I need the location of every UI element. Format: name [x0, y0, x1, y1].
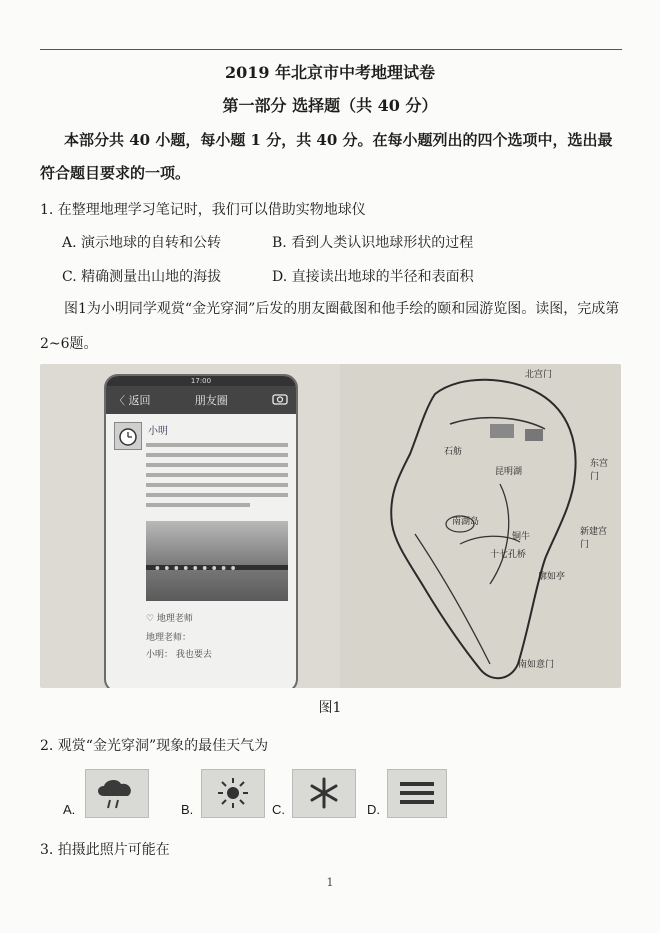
question-2-option-a: A.	[63, 802, 76, 817]
question-1-stem: 1. 在整理地理学习笔记时，我们可以借助实物地球仪	[40, 202, 366, 218]
phone-status-bar	[106, 376, 296, 386]
phone-post	[106, 414, 296, 668]
map-label-bridge: 十七孔桥	[490, 550, 527, 560]
phone-back-label: 〈 返回	[114, 394, 151, 407]
question-1-option-a: A. 演示地球的自转和公转	[62, 235, 222, 251]
phone-screenshot	[104, 374, 298, 688]
question-1-option-d: D. 直接读出地球的半径和表面积	[272, 269, 474, 285]
summer-palace-map	[340, 364, 621, 688]
page-number: 1	[326, 876, 334, 889]
figure-caption: 图1	[318, 700, 342, 716]
phone-post-user: 小明	[148, 426, 168, 437]
phone-post-text-blur	[114, 443, 288, 507]
section-instructions: 本部分共 40 小题，每小题 1 分，共 40 分。在每小题列出的四个选项中，选出最符合题目要求的一项。	[40, 131, 613, 182]
clock-avatar-icon	[114, 422, 142, 450]
header-rule	[40, 49, 622, 50]
phone-post-photo	[146, 521, 288, 601]
rain-cloud-icon	[85, 769, 149, 818]
map-label-east-gate: 东宫门	[590, 459, 609, 482]
map-label-nanhu: 南湖岛	[452, 517, 480, 527]
snowflake-icon	[292, 769, 356, 818]
map-label-kuoru: 廓如亭	[538, 572, 566, 582]
fog-icon	[387, 769, 447, 818]
phone-comment-1: 地理老师：	[146, 633, 192, 643]
question-1-option-b: B. 看到人类认识地球形状的过程	[272, 235, 474, 251]
passage-text: 图1为小明同学观赏“金光穿洞”后发的朋友圈截图和他手绘的颐和园游览图。读图，完成第2~6题。	[40, 301, 620, 352]
question-3-stem: 3. 拍摄此照片可能在	[40, 842, 170, 858]
camera-icon	[272, 393, 288, 408]
section-heading: 第一部分 选择题（共 40 分）	[222, 96, 438, 115]
map-label-south-gate: 南如意门	[518, 660, 555, 670]
phone-title: 朋友圈	[194, 394, 228, 407]
question-2-option-d: D.	[367, 802, 380, 817]
map-label-north-gate: 北宫门	[525, 370, 553, 380]
phone-comment-2: 小明： 我也要去	[146, 650, 212, 660]
phone-nav-bar	[106, 386, 296, 414]
phone-like: ♡ 地理老师	[146, 614, 193, 624]
figure-1	[40, 364, 621, 688]
question-2-stem: 2. 观赏“金光穿洞”现象的最佳天气为	[40, 738, 269, 754]
question-1-option-c: C. 精确测量出山地的海拔	[62, 269, 222, 285]
page-title: 2019 年北京市中考地理试卷	[224, 63, 436, 82]
map-label-xinjian-gate: 新建宫门	[580, 527, 608, 550]
map-label-kunming: 昆明湖	[495, 467, 523, 477]
map-label-tongniu: 铜牛	[512, 532, 531, 542]
map-label-shifang: 石舫	[444, 447, 463, 457]
question-2-option-b: B.	[181, 802, 194, 817]
phone-time: 17:00	[190, 377, 212, 385]
question-2-option-c: C.	[272, 802, 285, 817]
sun-icon	[201, 769, 265, 818]
